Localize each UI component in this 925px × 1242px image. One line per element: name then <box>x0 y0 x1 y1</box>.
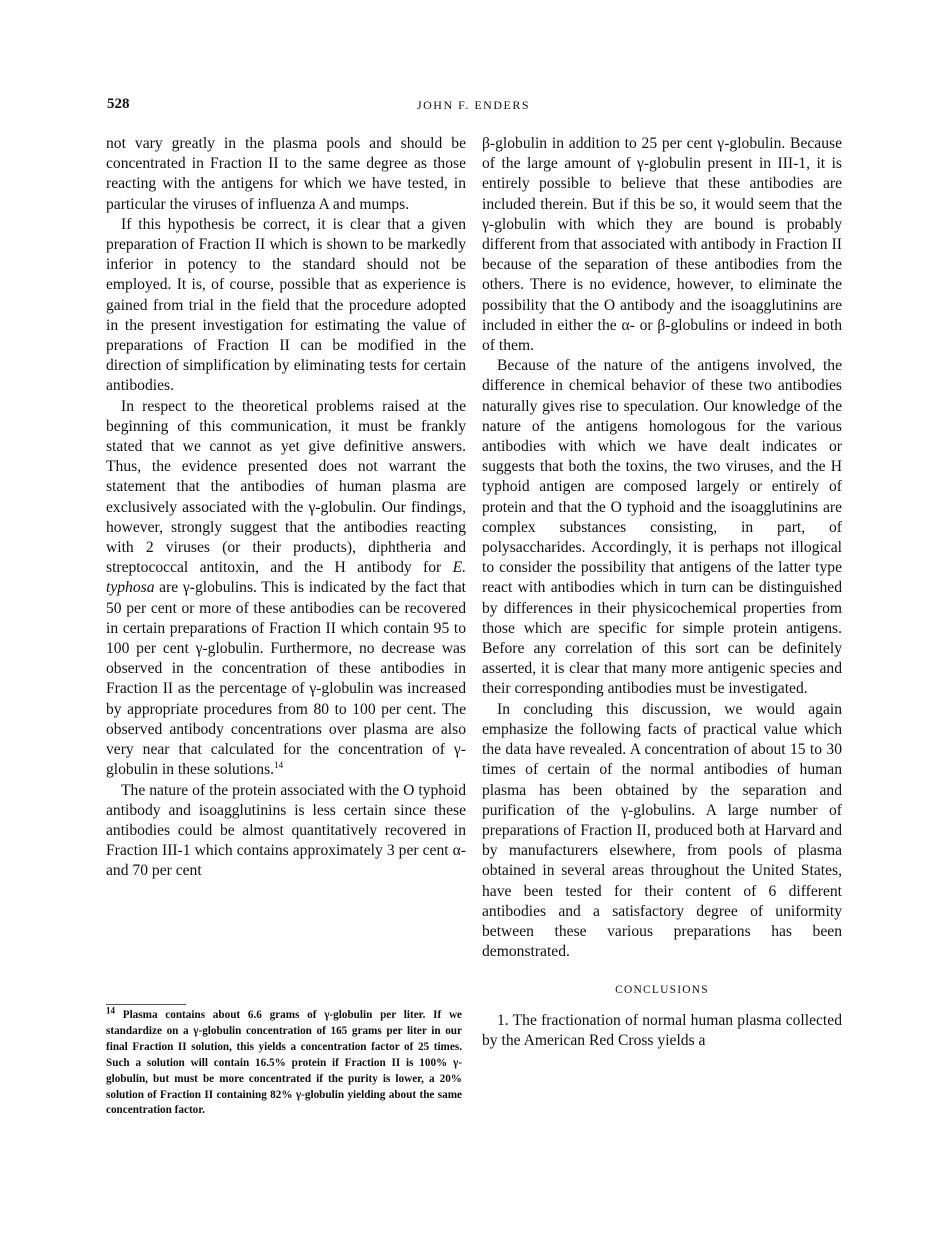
body-paragraph: If this hypothesis be correct, it is clear that a given preparation of Fraction II which is shown to be markedly inferior in potency to the standard should not be employed. It is, of course, possible that as experience is gained from trial in the field that the procedure adopted in the present investigation for estimating the value of preparations of Fraction II can be modified in the direction of simplification by eliminating tests for certain antibodies. <box>106 215 466 395</box>
body-paragraph: not vary greatly in the plasma pools and should be concentrated in Fraction II to the same degree as those reacting with the antigens for which we have tested, in particular the viruses of influenza A and mumps. <box>106 135 466 213</box>
footnote-text: Plasma contains about 6.6 grams of γ-globulin per liter. If we standardize on a γ-globulin concentration of 165 grams per liter in our final Fraction II solution, this yields a concentration factor of 25 times. Such a solution will contain 16.5% protein if Fraction II is 100% γ-globulin, but must be more concentrated if the purity is lower, a 20% solution of Fraction II containing 82% γ-globulin yielding about the same concentration factor. <box>106 1009 462 1117</box>
footnote-reference[interactable]: 14 <box>274 760 284 771</box>
paragraph-text: In respect to the theoretical problems raised at the beginning of this communication, it must be frankly stated that we cannot as yet give definitive answers. Thus, the evidence presented does not warrant the statement that the antibodies of human plasma are exclusively associated with the γ-globulin. Our findings, however, strongly suggest that the antibodies reacting with 2 viruses (or their products), diphtheria and streptococcal antitoxin, and the H antibody for <box>106 397 466 577</box>
species-name: E. typhosa <box>106 559 466 597</box>
section-heading: CONCLUSIONS <box>615 984 709 997</box>
page-number: 528 <box>107 96 130 112</box>
left-column <box>106 134 466 882</box>
right-column <box>482 134 842 1051</box>
body-paragraph: β-globulin in addition to 25 per cent γ-globulin. Because of the large amount of γ-globulin present in III-1, it is entirely possible to believe that these antibodies are included therein. But if this be so, it would seem that the γ-globulin with which they are bound is probably different from that associated with antibody in Fraction II because of the separation of these antibodies from the others. There is no evidence, however, to eliminate the possibility that the O antibody and the isoagglutinins are included in either the α- or β-globulins or indeed in both of them. <box>482 135 842 355</box>
body-paragraph: Because of the nature of the antigens involved, the difference in chemical behavior of these two antibodies naturally gives rise to speculation. Our knowledge of the nature of the antigens homologous for the various antibodies with which we have dealt indicates or suggests that both the toxins, the two viruses, and the H typhoid antigen are composed largely or entirely of protein and that the O typhoid and the isoagglutinins are complex substances consisting, in part, of polysaccharides. Accordingly, it is perhaps not illogical to consider the possibility that antigens of the latter type react with antibodies which in turn can be distinguished by differences in their physicochemical properties from those which are specific for simple protein antigens. Before any correlation of this sort can be definitely asserted, it is clear that many more antigenic species and their corresponding antibodies must be investigated. <box>482 357 842 698</box>
page-header <box>107 96 840 118</box>
footnote-mark: 14 <box>106 1005 115 1016</box>
running-head: JOHN F. ENDERS <box>416 98 531 112</box>
body-paragraph: In concluding this discussion, we would again emphasize the following facts of practical value which the data have revealed. A concentration of about 15 to 30 times of certain of the normal antibodies of human plasma has been obtained by the separation and purification of the γ-globulins. A large number of preparations of Fraction II, produced both at Harvard and by manufacturers elsewhere, from pools of plasma obtained in several areas throughout the United States, have been tested for their content of 6 different antibodies and a satisfactory degree of uniformity between these various preparations has been demonstrated. <box>482 700 842 961</box>
body-paragraph: The nature of the protein associated with the O typhoid antibody and isoagglutinins is less certain since these antibodies could be almost quantitatively recovered in Fraction III-1 which contains approximately 3 per cent α- and 70 per cent <box>106 781 466 880</box>
footnote <box>106 1005 462 1119</box>
body-paragraph <box>106 397 466 781</box>
body-paragraph: 1. The fractionation of normal human plasma collected by the American Red Cross yields a <box>482 1011 842 1049</box>
footnote-divider <box>106 1004 186 1005</box>
paragraph-text: are γ-globulins. This is indicated by the fact that 50 per cent or more of these antibodies can be recovered in certain preparations of Fraction II which contain 95 to 100 per cent γ-globulin. Furthermore, no decrease was observed in the concentration of these antibodies in Fraction II as the percentage of γ-globulin was increased by appropriate procedures from 80 to 100 per cent. The observed antibody concentrations over plasma are also very near that calculated for the concentration of γ-globulin in these solutions. <box>106 579 466 779</box>
